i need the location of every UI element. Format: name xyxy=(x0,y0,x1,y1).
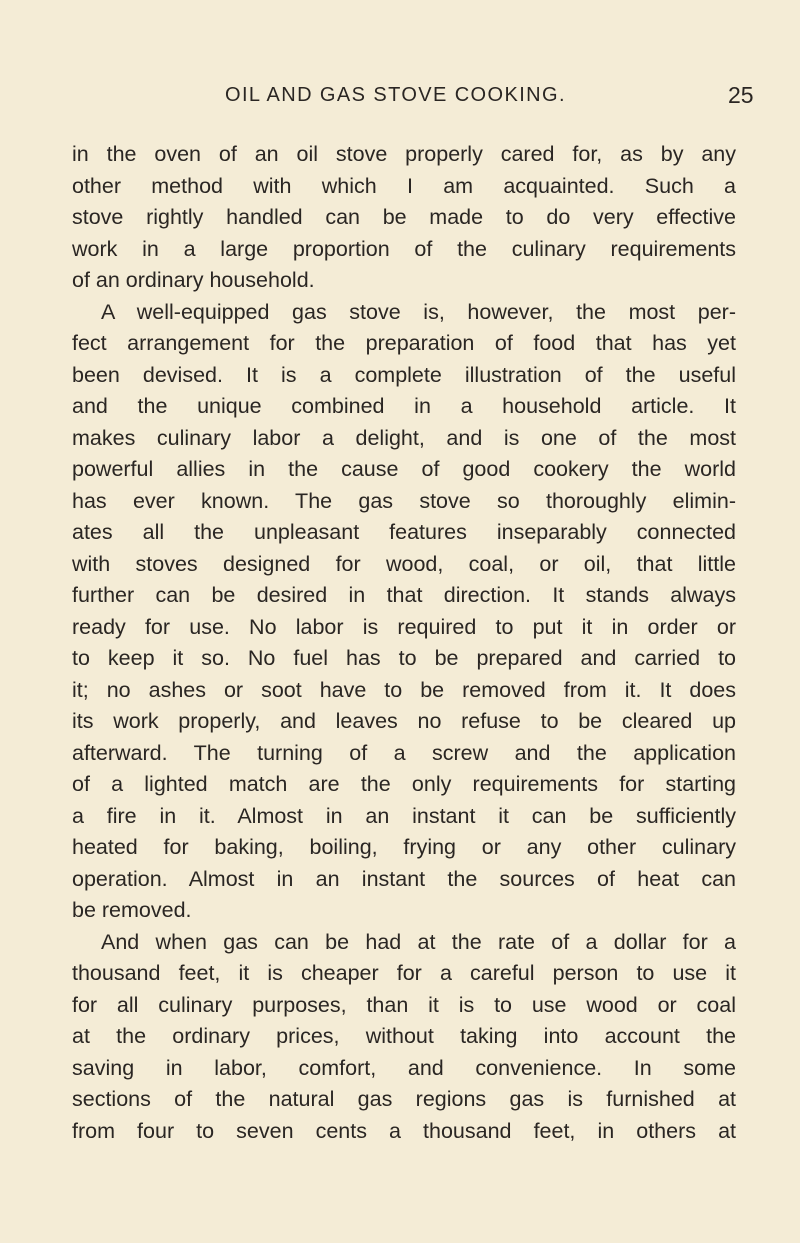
text-line: ates all the unpleasant features inseparably connected xyxy=(72,520,736,544)
text-line: at the ordinary prices, without taking into account the xyxy=(72,1024,736,1048)
text-line: be removed. xyxy=(72,898,192,922)
text-line: heated for baking, boiling, frying or any other culinary xyxy=(72,835,736,859)
text-line: in the oven of an oil stove properly cared for, as by any xyxy=(72,142,736,166)
text-line: been devised. It is a complete illustration of the useful xyxy=(72,362,736,387)
text-line: operation. Almost in an instant the sources of heat can xyxy=(72,866,736,891)
text-line: afterward. The turning of a screw and the application xyxy=(72,740,736,765)
text-line: other method with which I am acquainted. Such a xyxy=(72,173,736,198)
text-line: it; no ashes or soot have to be removed from it. It does xyxy=(72,677,736,702)
text-line: from four to seven cents a thousand feet, in others at xyxy=(72,1118,736,1143)
page-number: 25 xyxy=(728,82,754,108)
text-line: thousand feet, it is cheaper for a careful person to use it xyxy=(72,961,736,985)
text-line: to keep it so. No fuel has to be prepared and carried to xyxy=(72,646,736,670)
text-line: further can be desired in that direction. It stands always xyxy=(72,583,736,607)
text-line: work in a large proportion of the culinary requirements xyxy=(72,236,736,261)
text-line: powerful allies in the cause of good cookery the world xyxy=(72,457,736,481)
text-line: And when gas can be had at the rate of a dollar for a xyxy=(101,929,736,954)
text-line: with stoves designed for wood, coal, or oil, that little xyxy=(72,551,736,576)
text-line: A well-equipped gas stove is, however, the most per- xyxy=(101,299,736,324)
text-line: saving in labor, comfort, and convenience. In some xyxy=(72,1055,736,1080)
body-text xyxy=(72,139,736,1147)
text-line: ready for use. No labor is required to put it in order or xyxy=(72,614,736,639)
text-line: a fire in it. Almost in an instant it can be sufficiently xyxy=(72,803,736,828)
text-line: for all culinary purposes, than it is to use wood or coal xyxy=(72,992,736,1017)
text-line: makes culinary labor a delight, and is one of the most xyxy=(72,425,736,450)
running-head: OIL AND GAS STOVE COOKING. xyxy=(225,84,566,106)
text-line: stove rightly handled can be made to do very effective xyxy=(72,205,736,229)
text-line: fect arrangement for the preparation of food that has yet xyxy=(72,331,736,355)
text-line: and the unique combined in a household article. It xyxy=(72,394,736,418)
text-line: of a lighted match are the only requirements for starting xyxy=(72,772,736,796)
text-line: of an ordinary household. xyxy=(72,268,315,292)
text-line: its work properly, and leaves no refuse to be cleared up xyxy=(72,709,736,733)
text-line: sections of the natural gas regions gas is furnished at xyxy=(72,1087,736,1111)
text-line: has ever known. The gas stove so thoroughly elimin- xyxy=(72,488,736,513)
